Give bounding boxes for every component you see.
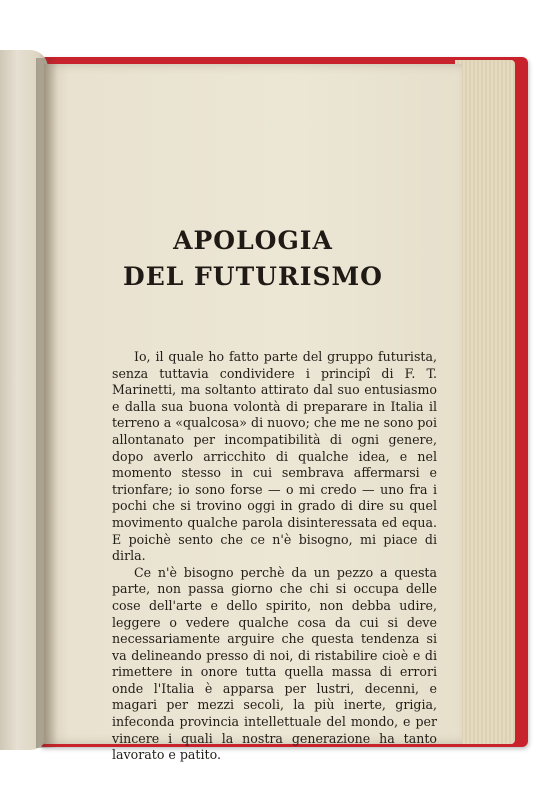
chapter-title-line-1: APOLOGIA bbox=[173, 226, 333, 255]
page-edges bbox=[455, 60, 515, 744]
chapter-title-line-2: DEL FUTURISMO bbox=[123, 262, 383, 291]
body-text bbox=[112, 349, 437, 764]
right-page bbox=[44, 64, 462, 763]
paragraph-1: Io, il quale ho fatto parte del gruppo futurista, senza tuttavia condividere i principî di F. T. Marinetti, ma soltanto attirato dal suo entusiasmo e dalla sua buona volontà di preparare in Italia il terreno a «qualcosa» di nuovo; che me ne sono poi allontanato per incompatibilità di ogni genere, dopo averlo arricchito di qualche idea, e nel momento stesso in cui sembrava affermarsi e trionfare; io sono forse — o mi credo — uno fra i pochi che si trovino oggi in grado di dire su quel movimento qualche parola disinteressata ed equa. E poichè sento che ce n'è bisogno, mi piace di dirla. bbox=[112, 349, 437, 564]
paragraph-2: Ce n'è bisogno perchè da un pezzo a questa parte, non passa giorno che chi si occupa delle cose dell'arte e dello spirito, non debba udire, leggere o vedere qualche cosa da cui si deve necessariamente arguire che questa tendenza si va delineando presso di noi, di ristabilire cioè e di rimettere in onore tutta quella massa di errori onde l'Italia è apparsa per lustri, decenni, e magari per mezzi secoli, la più inerte, grigia, infeconda provincia intellettuale del mondo, e per vincere i quali la nostra generazione ha tanto lavorato e patito. bbox=[112, 564, 437, 763]
book-gutter-shadow bbox=[36, 58, 58, 748]
